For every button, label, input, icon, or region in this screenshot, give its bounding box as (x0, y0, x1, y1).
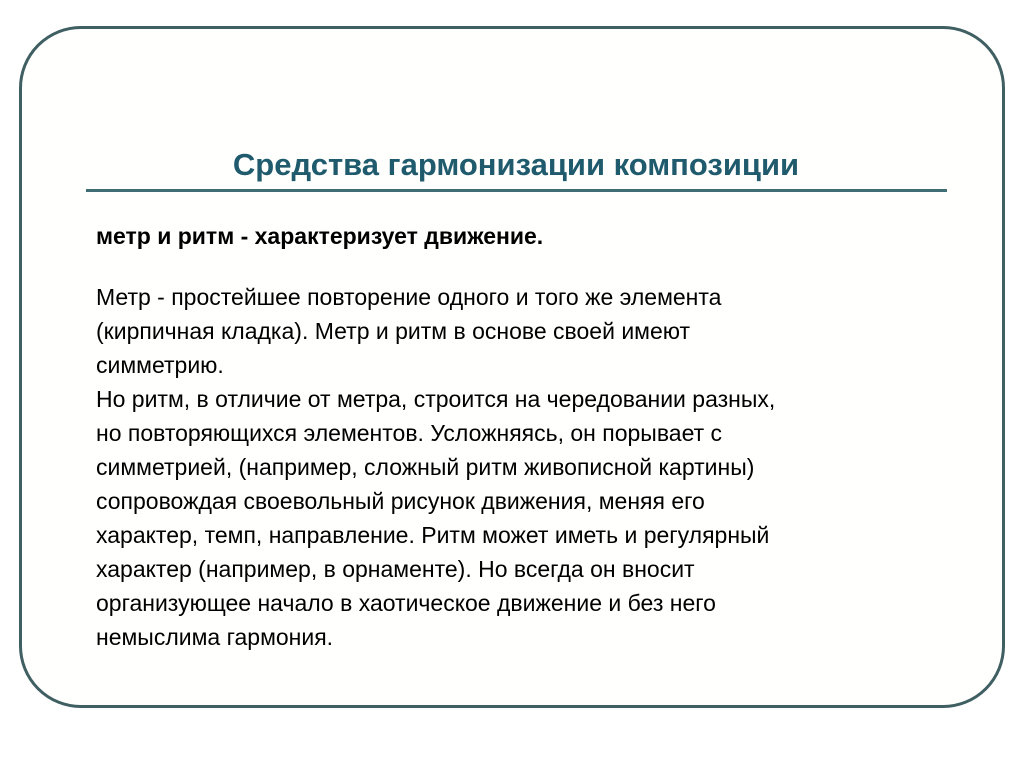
paragraph-line: но повторяющихся элементов. Усложняясь, он порывает с (96, 420, 723, 446)
paragraph-line: характер, темп, направление. Ритм может иметь и регулярный (96, 522, 770, 548)
slide-title: Средства гармонизации композиции (232, 147, 800, 182)
slide-body (96, 219, 976, 654)
paragraph-line: симметрию. (96, 352, 224, 378)
paragraph-line: организующее начало в хаотическое движение и без него (96, 590, 716, 616)
title-divider (86, 189, 947, 192)
paragraph-line: (кирпичная кладка). Метр и ритм в основе своей имеют (96, 318, 691, 344)
paragraph-line: характер (например, в орнаменте). Но всегда он вносит (96, 556, 695, 582)
paragraph-line: Метр - простейшее повторение одного и того же элемента (96, 284, 722, 310)
paragraph-meter (96, 280, 976, 382)
subheading: метр и ритм - характеризует движение. (96, 223, 544, 249)
paragraph-rhythm (96, 382, 976, 654)
paragraph-line: Но ритм, в отличие от метра, строится на чередовании разных, (96, 386, 776, 412)
paragraph-line: немыслима гармония. (96, 624, 334, 650)
paragraph-line: симметрией, (например, сложный ритм живописной картины) (96, 454, 755, 480)
paragraph-line: сопровождая своевольный рисунок движения, меняя его (96, 488, 705, 514)
